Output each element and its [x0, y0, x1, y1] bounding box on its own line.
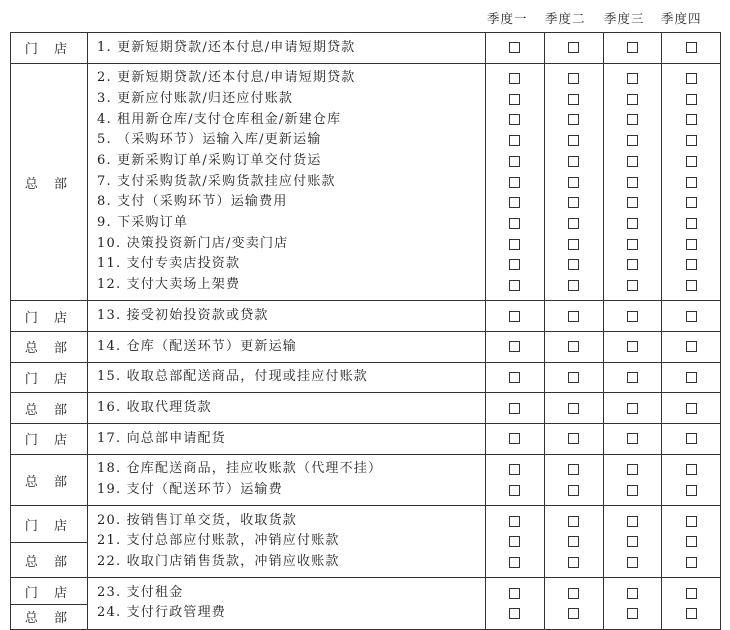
checkbox-slot [545, 511, 603, 532]
checkbox[interactable] [568, 464, 579, 475]
checkbox[interactable] [627, 372, 638, 383]
checkbox[interactable] [509, 280, 520, 291]
checkbox-slot [486, 459, 544, 480]
checkbox-slot [604, 583, 662, 604]
checkbox[interactable] [686, 311, 697, 322]
checkbox-slot [545, 306, 603, 327]
table-row [11, 393, 721, 424]
checkbox-slot [545, 552, 603, 573]
task-items-cell [88, 454, 486, 505]
checkbox-slot [662, 254, 720, 275]
dept-label: 门 店 [11, 424, 88, 455]
quarter-4-cell [662, 63, 721, 301]
task-item: 5. （采购环节）运输入库/更新运输 [97, 132, 322, 148]
checkbox[interactable] [686, 218, 697, 229]
checkbox[interactable] [627, 536, 638, 547]
checkbox-slot [662, 337, 720, 358]
checkbox-slot [604, 151, 662, 172]
checkbox-slot [604, 603, 662, 624]
task-item: 6. 更新采购订单/采购订单交付货运 [97, 153, 322, 168]
quarter-3-cell [603, 393, 662, 424]
checkbox[interactable] [568, 239, 579, 250]
checkbox[interactable] [686, 135, 697, 146]
dept-label: 门 店 [24, 585, 74, 601]
checkbox[interactable] [627, 177, 638, 188]
checkbox[interactable] [509, 485, 520, 496]
checkbox[interactable] [509, 372, 520, 383]
checkbox-slot [604, 130, 662, 151]
checkbox[interactable] [509, 536, 520, 547]
task-item: 19. 支付（配送环节）运输费 [97, 482, 283, 497]
quarter-3-cell [603, 332, 662, 363]
checkbox[interactable] [568, 197, 579, 208]
checkbox-slot [486, 192, 544, 213]
checkbox[interactable] [686, 280, 697, 291]
checkbox-slot [604, 89, 662, 110]
checkbox[interactable] [627, 135, 638, 146]
checkbox-slot [604, 398, 662, 419]
quarter-1-cell [486, 578, 545, 629]
checkbox[interactable] [627, 280, 638, 291]
checkbox-slot [662, 480, 720, 501]
checkbox[interactable] [568, 485, 579, 496]
task-item: 21. 支付总部应付账款，冲销应付账款 [97, 533, 340, 549]
checkbox-slot [486, 110, 544, 131]
checkbox-slot [604, 110, 662, 131]
checkbox[interactable] [627, 485, 638, 496]
checkbox-slot [545, 531, 603, 552]
dept-cell-split [11, 506, 88, 578]
checkbox-slot [545, 398, 603, 419]
checkbox-slot [486, 480, 544, 501]
checkbox[interactable] [509, 197, 520, 208]
checkbox-slot [604, 275, 662, 296]
checkbox-slot [662, 151, 720, 172]
quarter-2-cell [544, 301, 603, 332]
checkbox-slot [604, 531, 662, 552]
dept-cell-split [11, 578, 88, 629]
quarter-1-cell [486, 506, 545, 578]
checkbox[interactable] [686, 433, 697, 444]
checkbox[interactable] [568, 341, 579, 352]
checkbox[interactable] [568, 280, 579, 291]
checkbox[interactable] [509, 177, 520, 188]
task-item: 9. 下采购订单 [97, 215, 189, 231]
checkbox[interactable] [509, 341, 520, 352]
checkbox-slot [545, 213, 603, 234]
checkbox-slot [486, 234, 544, 255]
dept-label: 门 店 [11, 33, 88, 64]
task-item: 3. 更新应付账款/归还应付账款 [97, 90, 294, 106]
checkbox[interactable] [686, 177, 697, 188]
checkbox-slot [486, 213, 544, 234]
checkbox[interactable] [509, 73, 520, 84]
checkbox[interactable] [627, 557, 638, 568]
dept-label: 总 部 [24, 611, 74, 627]
checkbox-slot [486, 531, 544, 552]
task-items-cell [88, 301, 486, 332]
table-row [11, 454, 721, 505]
task-item: 16. 收取代理货款 [97, 399, 212, 415]
task-items-cell [88, 332, 486, 363]
quarter-2-cell [544, 424, 603, 455]
checkbox[interactable] [686, 464, 697, 475]
checkbox-slot [604, 337, 662, 358]
task-items-cell [88, 33, 486, 64]
checkbox[interactable] [509, 557, 520, 568]
checkbox-slot [604, 192, 662, 213]
dept-label: 门 店 [11, 362, 88, 393]
checkbox[interactable] [686, 197, 697, 208]
task-items-cell [88, 424, 486, 455]
checkbox-slot [486, 603, 544, 624]
checkbox[interactable] [509, 311, 520, 322]
checkbox-slot [545, 337, 603, 358]
checkbox[interactable] [627, 516, 638, 527]
checkbox[interactable] [686, 156, 697, 167]
checkbox-slot [662, 459, 720, 480]
checkbox[interactable] [686, 259, 697, 270]
checkbox-slot [604, 68, 662, 89]
checkbox[interactable] [686, 239, 697, 250]
task-items-cell [88, 362, 486, 393]
checkbox[interactable] [509, 464, 520, 475]
checkbox[interactable] [509, 239, 520, 250]
checkbox-slot [662, 511, 720, 532]
checkbox-slot [604, 234, 662, 255]
checkbox[interactable] [509, 114, 520, 125]
checkbox-slot [662, 429, 720, 450]
checkbox-slot [662, 583, 720, 604]
checkbox[interactable] [568, 94, 579, 105]
checkbox[interactable] [509, 135, 520, 146]
checkbox[interactable] [627, 42, 638, 53]
checkbox-slot [662, 192, 720, 213]
checkbox-slot [662, 552, 720, 573]
checkbox-slot [545, 130, 603, 151]
checkbox-slot [545, 110, 603, 131]
dept-label: 门 店 [11, 301, 88, 332]
quarter-4-cell [662, 362, 721, 393]
quarter-2-cell [544, 393, 603, 424]
checkbox[interactable] [568, 177, 579, 188]
quarter-3-label: 季度三 [604, 11, 645, 26]
task-item: 11. 支付专卖店投资款 [97, 256, 241, 272]
task-item: 18. 仓库配送商品，挂应收账款（代理不挂） [97, 461, 383, 477]
task-item: 4. 租用新仓库/支付仓库租金/新建仓库 [97, 111, 342, 127]
checkbox-slot [604, 552, 662, 573]
quarter-2-cell [544, 63, 603, 301]
checkbox[interactable] [627, 94, 638, 105]
checkbox-slot [545, 234, 603, 255]
task-checklist-table [10, 32, 721, 630]
task-items-cell [88, 578, 486, 629]
checkbox-slot [486, 130, 544, 151]
checkbox[interactable] [686, 557, 697, 568]
quarter-2-cell [544, 578, 603, 629]
table-row [11, 332, 721, 363]
task-items-cell [88, 506, 486, 578]
checkbox-slot [486, 275, 544, 296]
task-item: 13. 接受初始投资款或贷款 [97, 307, 269, 323]
checkbox[interactable] [686, 516, 697, 527]
quarter-1-cell [486, 424, 545, 455]
checkbox[interactable] [627, 588, 638, 599]
table-row [11, 506, 721, 578]
checkbox[interactable] [627, 311, 638, 322]
dept-label: 门 店 [24, 518, 74, 534]
checkbox-slot [604, 429, 662, 450]
quarter-4-cell [662, 301, 721, 332]
checkbox[interactable] [686, 372, 697, 383]
checkbox[interactable] [686, 485, 697, 496]
checkbox[interactable] [627, 341, 638, 352]
checkbox[interactable] [568, 311, 579, 322]
checkbox-slot [545, 172, 603, 193]
table-row [11, 424, 721, 455]
quarter-3-cell [603, 63, 662, 301]
dept-label: 总 部 [24, 554, 74, 570]
checkbox-slot [662, 110, 720, 131]
checkbox-slot [486, 254, 544, 275]
checkbox[interactable] [568, 588, 579, 599]
checkbox[interactable] [627, 73, 638, 84]
quarter-3-cell [603, 33, 662, 64]
checkbox[interactable] [686, 114, 697, 125]
checkbox-slot [662, 531, 720, 552]
checkbox-slot [486, 429, 544, 450]
task-item: 12. 支付大卖场上架费 [97, 277, 241, 293]
checkbox[interactable] [686, 608, 697, 619]
quarter-4-cell [662, 578, 721, 629]
checkbox-slot [545, 151, 603, 172]
checkbox[interactable] [568, 372, 579, 383]
checkbox[interactable] [568, 135, 579, 146]
task-item: 10. 决策投资新门店/变卖门店 [97, 235, 289, 251]
checkbox-slot [486, 89, 544, 110]
checkbox[interactable] [686, 94, 697, 105]
checkbox[interactable] [686, 588, 697, 599]
checkbox[interactable] [568, 156, 579, 167]
checkbox-slot [604, 459, 662, 480]
quarter-3-cell [603, 301, 662, 332]
quarter-1-cell [486, 332, 545, 363]
checkbox-slot [486, 151, 544, 172]
quarter-4-cell [662, 33, 721, 64]
checkbox-slot [545, 275, 603, 296]
table-row [11, 301, 721, 332]
checkbox[interactable] [509, 42, 520, 53]
checkbox[interactable] [686, 536, 697, 547]
checkbox-slot [604, 254, 662, 275]
checkbox-slot [486, 583, 544, 604]
checkbox[interactable] [509, 156, 520, 167]
checkbox-slot [604, 213, 662, 234]
checkbox-slot [486, 552, 544, 573]
quarter-2-cell [544, 362, 603, 393]
table-row [11, 33, 721, 64]
checkbox-slot [545, 367, 603, 388]
quarter-1-cell [486, 454, 545, 505]
checkbox-slot [486, 337, 544, 358]
checkbox[interactable] [568, 259, 579, 270]
checkbox[interactable] [627, 433, 638, 444]
quarter-2-cell [544, 33, 603, 64]
checkbox-slot [486, 306, 544, 327]
quarter-1-label: 季度一 [487, 11, 528, 26]
checkbox[interactable] [568, 114, 579, 125]
checkbox[interactable] [686, 42, 697, 53]
table-row [11, 63, 721, 301]
dept-label: 总 部 [11, 332, 88, 363]
quarter-2-label: 季度二 [545, 11, 586, 26]
checkbox-slot [662, 172, 720, 193]
checkbox-slot [662, 38, 720, 59]
checkbox[interactable] [568, 536, 579, 547]
checkbox[interactable] [627, 156, 638, 167]
task-item: 7. 支付采购货款/采购货款挂应付账款 [97, 173, 336, 189]
checkbox-slot [662, 367, 720, 388]
checkbox-slot [604, 480, 662, 501]
checkbox[interactable] [627, 259, 638, 270]
checkbox-slot [486, 511, 544, 532]
checkbox[interactable] [509, 516, 520, 527]
dept-divider [11, 604, 87, 605]
checkbox[interactable] [568, 403, 579, 414]
checkbox-slot [545, 38, 603, 59]
checkbox[interactable] [509, 433, 520, 444]
checkbox-slot [545, 89, 603, 110]
task-items-cell [88, 393, 486, 424]
checkbox-slot [486, 398, 544, 419]
checkbox[interactable] [627, 464, 638, 475]
checkbox-slot [662, 68, 720, 89]
checkbox-slot [545, 68, 603, 89]
quarter-4-label: 季度四 [661, 11, 702, 26]
checkbox[interactable] [568, 433, 579, 444]
dept-label: 总 部 [11, 454, 88, 505]
checkbox[interactable] [686, 403, 697, 414]
quarter-4-cell [662, 332, 721, 363]
checkbox-slot [545, 192, 603, 213]
checkbox[interactable] [627, 197, 638, 208]
checkbox-slot [545, 480, 603, 501]
quarter-4-cell [662, 393, 721, 424]
quarter-1-cell [486, 362, 545, 393]
task-item: 23. 支付租金 [97, 584, 184, 600]
checkbox[interactable] [509, 94, 520, 105]
task-item: 17. 向总部申请配货 [97, 430, 227, 446]
checkbox-slot [662, 275, 720, 296]
task-item: 2. 更新短期贷款/还本付息/申请短期贷款 [97, 70, 356, 86]
checkbox[interactable] [568, 608, 579, 619]
checkbox-slot [545, 254, 603, 275]
checkbox[interactable] [627, 218, 638, 229]
quarter-2-cell [544, 454, 603, 505]
quarter-1-cell [486, 393, 545, 424]
checkbox[interactable] [509, 588, 520, 599]
quarter-3-cell [603, 578, 662, 629]
checkbox[interactable] [568, 557, 579, 568]
checkbox-slot [545, 429, 603, 450]
task-item: 20. 按销售订单交货，收取货款 [97, 512, 298, 528]
quarter-4-cell [662, 424, 721, 455]
quarter-3-cell [603, 454, 662, 505]
task-item: 1. 更新短期贷款/还本付息/申请短期贷款 [97, 39, 356, 55]
checkbox-slot [604, 511, 662, 532]
table-row [11, 362, 721, 393]
checkbox[interactable] [568, 73, 579, 84]
checkbox[interactable] [568, 42, 579, 53]
checkbox[interactable] [568, 516, 579, 527]
checkbox[interactable] [686, 341, 697, 352]
checkbox[interactable] [509, 218, 520, 229]
quarter-4-cell [662, 506, 721, 578]
checkbox[interactable] [568, 218, 579, 229]
task-item: 24. 支付行政管理费 [97, 605, 227, 621]
checkbox-slot [662, 234, 720, 255]
quarter-1-cell [486, 301, 545, 332]
checkbox[interactable] [686, 73, 697, 84]
checkbox-slot [662, 603, 720, 624]
task-item: 22. 收取门店销售货款，冲销应收账款 [97, 554, 340, 570]
checkbox-slot [662, 213, 720, 234]
checkbox[interactable] [627, 239, 638, 250]
checkbox-slot [545, 603, 603, 624]
checkbox[interactable] [509, 403, 520, 414]
checkbox[interactable] [509, 259, 520, 270]
quarter-3-cell [603, 424, 662, 455]
checkbox-slot [604, 367, 662, 388]
checkbox-slot [486, 68, 544, 89]
checkbox[interactable] [627, 114, 638, 125]
checkbox-slot [662, 130, 720, 151]
dept-label: 总 部 [11, 63, 88, 301]
checkbox-slot [486, 38, 544, 59]
checkbox-slot [545, 459, 603, 480]
quarter-1-cell [486, 33, 545, 64]
checkbox-slot [604, 306, 662, 327]
checkbox[interactable] [627, 608, 638, 619]
checkbox-slot [545, 583, 603, 604]
task-items-cell [88, 63, 486, 301]
checkbox[interactable] [627, 403, 638, 414]
quarter-2-cell [544, 506, 603, 578]
checkbox-slot [486, 172, 544, 193]
task-item: 15. 收取总部配送商品，付现或挂应付账款 [97, 369, 369, 385]
dept-label: 总 部 [11, 393, 88, 424]
table-row [11, 578, 721, 629]
quarter-2-cell [544, 332, 603, 363]
checkbox-slot [662, 89, 720, 110]
dept-divider [11, 542, 87, 543]
task-item: 14. 仓库（配送环节）更新运输 [97, 338, 298, 354]
checkbox-slot [662, 306, 720, 327]
quarter-1-cell [486, 63, 545, 301]
checkbox-slot [486, 367, 544, 388]
checkbox-slot [662, 398, 720, 419]
task-item: 8. 支付（采购环节）运输费用 [97, 194, 288, 210]
checkbox-slot [604, 38, 662, 59]
checkbox-slot [604, 172, 662, 193]
quarter-3-cell [603, 362, 662, 393]
quarter-4-cell [662, 454, 721, 505]
quarter-3-cell [603, 506, 662, 578]
checkbox[interactable] [509, 608, 520, 619]
